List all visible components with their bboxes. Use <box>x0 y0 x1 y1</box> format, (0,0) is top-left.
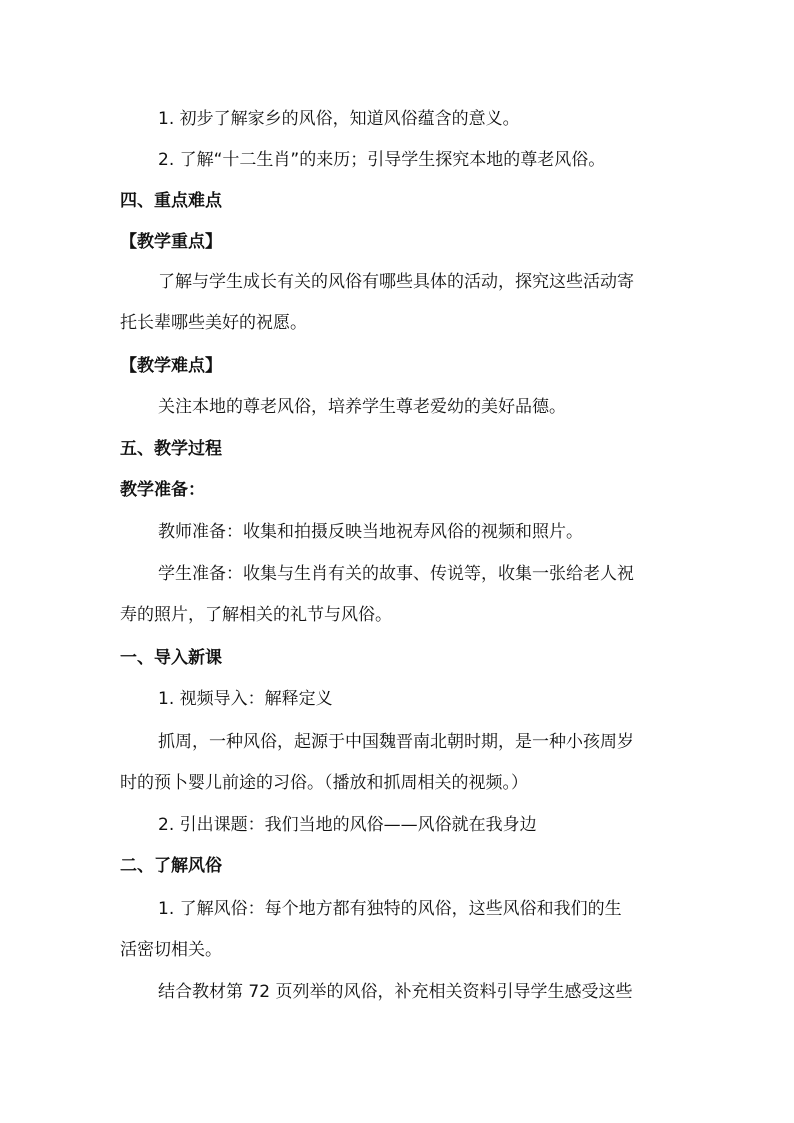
paragraph-zhuazhou-line-1: 抓周，一种风俗，起源于中国魏晋南北朝时期，是一种小孩周岁 <box>158 732 634 752</box>
paragraph-customs-line-2: 活密切相关。 <box>120 940 222 960</box>
paragraph-student-preparation-line-2: 寿的照片，了解相关的礼节与风俗。 <box>120 605 392 625</box>
paragraph-teacher-preparation: 教师准备：收集和拍摄反映当地祝寿风俗的视频和照片。 <box>158 522 583 542</box>
paragraph-zhuazhou-line-2: 时的预卜婴儿前途的习俗。（播放和抓周相关的视频。） <box>120 773 528 793</box>
section-heading-understanding-customs: 二、了解风俗 <box>120 856 222 876</box>
paragraph-customs-line-1: 1. 了解风俗：每个地方都有独特的风俗，这些风俗和我们的生 <box>158 899 622 919</box>
objective-1: 1. 初步了解家乡的风俗，知道风俗蕴含的意义。 <box>158 109 520 129</box>
section-heading-teaching-process: 五、教学过程 <box>120 439 222 459</box>
section-heading-introduction: 一、导入新课 <box>120 648 222 668</box>
paragraph-difficulty: 关注本地的尊老风俗，培养学生尊老爱幼的美好品德。 <box>158 397 566 417</box>
subheading-teaching-difficulty: 【教学难点】 <box>120 356 222 376</box>
step-topic-introduction: 2. 引出课题：我们当地的风俗——风俗就在我身边 <box>158 815 537 835</box>
objective-2: 2. 了解“十二生肖”的来历；引导学生探究本地的尊老风俗。 <box>158 150 606 170</box>
step-video-introduction: 1. 视频导入：解释定义 <box>158 689 333 709</box>
paragraph-focus-line-2: 托长辈哪些美好的祝愿。 <box>120 313 307 333</box>
subheading-teaching-preparation: 教学准备： <box>120 480 205 500</box>
paragraph-focus-line-1: 了解与学生成长有关的风俗有哪些具体的活动，探究这些活动寄 <box>158 272 634 292</box>
paragraph-student-preparation-line-1: 学生准备：收集与生肖有关的故事、传说等，收集一张给老人祝 <box>158 564 634 584</box>
subheading-teaching-focus: 【教学重点】 <box>120 232 222 252</box>
paragraph-textbook-reference: 结合教材第 72 页列举的风俗，补充相关资料引导学生感受这些 <box>158 982 633 1002</box>
section-heading-key-points: 四、重点难点 <box>120 191 222 211</box>
